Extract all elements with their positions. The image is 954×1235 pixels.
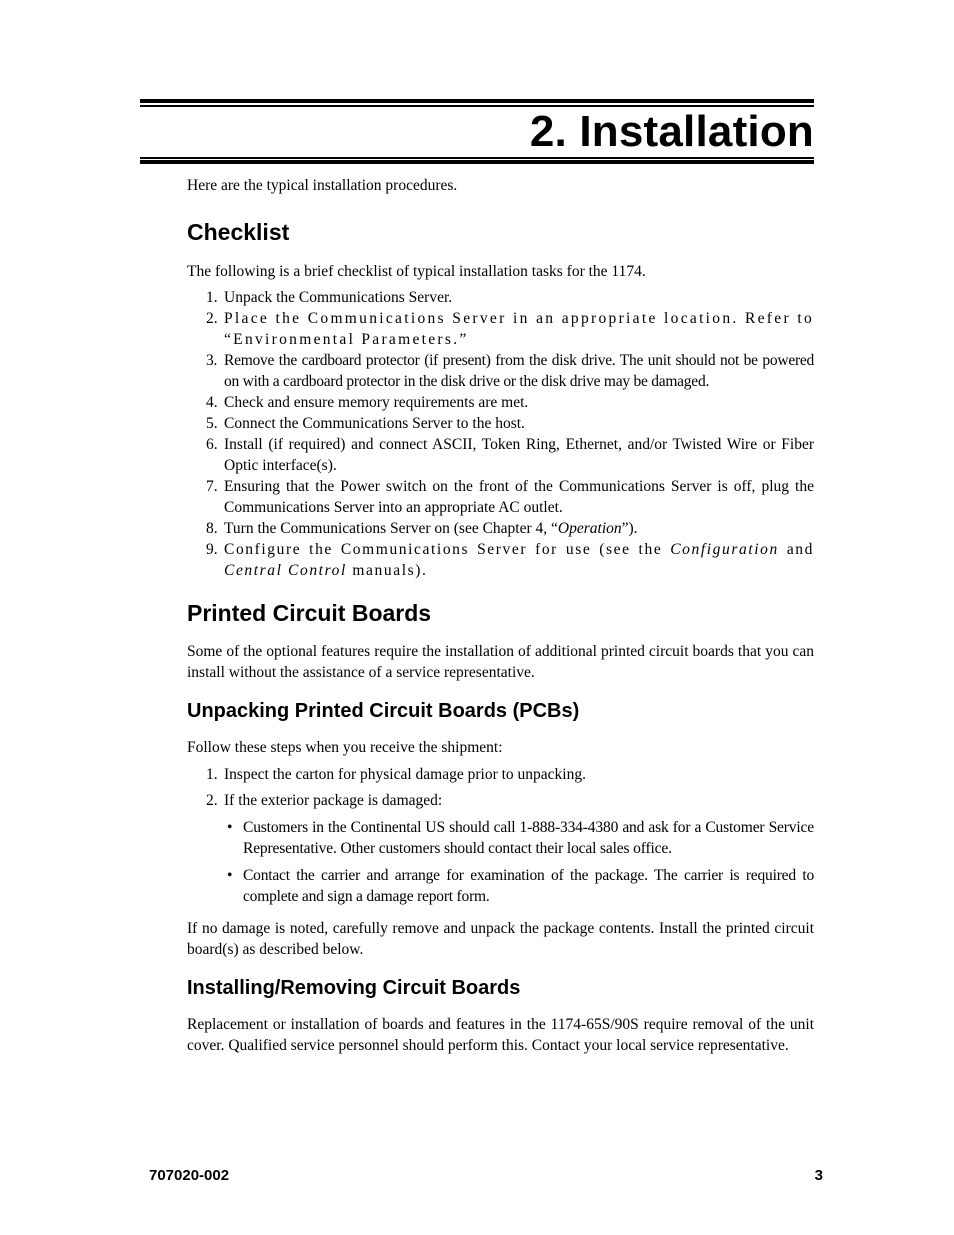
- checklist-heading: Checklist: [187, 219, 290, 245]
- item-text: ”).: [621, 520, 638, 537]
- chapter-title: 2. Installation: [529, 107, 814, 156]
- checklist-item: [187, 476, 814, 518]
- bullet-text: Customers in the Continental US should call 1-888-334-4380 and ask for a Customer Service Representative. Other customers should contact their local sales office.: [243, 819, 814, 857]
- intro-paragraph: Here are the typical installation procedures.: [187, 177, 458, 194]
- installing-heading: Installing/Removing Circuit Boards: [187, 977, 521, 999]
- step-text: Inspect the carton for physical damage prior to unpacking.: [224, 766, 586, 783]
- checklist-item: [187, 350, 814, 392]
- unpacking-closing: If no damage is noted, carefully remove and unpack the package contents. Install the printed circuit board(s) as described below.: [187, 920, 814, 958]
- unpacking-heading: Unpacking Printed Circuit Boards (PCBs): [187, 700, 580, 722]
- unpacking-step: [187, 764, 814, 785]
- bullet-item: [187, 817, 814, 859]
- header-rule-top-thick: [140, 99, 814, 103]
- checklist-item: [187, 287, 814, 308]
- item-number: 6.: [206, 436, 218, 453]
- installing-paragraph: Replacement or installation of boards and features in the 1174-65S/90S require removal of the unit cover. Qualified service personnel should perform this. Contact your local service representative.: [187, 1016, 814, 1054]
- item-number: 9.: [206, 541, 218, 558]
- item-number: 4.: [206, 394, 218, 411]
- checklist-item: [187, 434, 814, 476]
- checklist-item: [187, 518, 814, 539]
- item-text: Configure the Communications Server for use (see the: [224, 541, 671, 558]
- item-number: 7.: [206, 478, 218, 495]
- item-text: manuals).: [346, 562, 428, 579]
- unpacking-lead: Follow these steps when you receive the shipment:: [187, 739, 503, 756]
- checklist-item: [187, 413, 814, 434]
- bullet-text: Contact the carrier and arrange for examination of the package. The carrier is required to complete and sign a damage report form.: [243, 867, 814, 905]
- item-number: 3.: [206, 352, 218, 369]
- chapter-reference: Operation: [557, 520, 622, 537]
- item-number: 8.: [206, 520, 218, 537]
- header-rule-bottom-thin: [140, 157, 814, 159]
- manual-reference: Configuration: [670, 541, 779, 558]
- bullet-item: [187, 865, 814, 907]
- step-number: 1.: [206, 766, 218, 783]
- unpacking-steps: [187, 764, 814, 811]
- item-text: Install (if required) and connect ASCII, Token Ring, Ethernet, and/or Twisted Wire or Fiber Optic interface(s).: [224, 436, 814, 474]
- unpacking-step: [187, 790, 814, 811]
- header-rule-bottom-thick: [140, 160, 814, 164]
- item-text: Remove the cardboard protector (if present) from the disk drive. The unit should not be powered on with a cardboard protector in the disk drive or the disk drive may be damaged.: [224, 352, 814, 390]
- item-number: 5.: [206, 415, 218, 432]
- checklist-list: [187, 287, 814, 581]
- manual-reference: Central Control: [224, 562, 347, 579]
- item-text: Place the Communications Server in an appropriate location. Refer to “Environmental Parameters.”: [224, 310, 814, 348]
- item-number: 1.: [206, 289, 218, 306]
- item-text: Connect the Communications Server to the host.: [224, 415, 525, 432]
- checklist-item: [187, 308, 814, 350]
- checklist-lead: The following is a brief checklist of typical installation tasks for the 1174.: [187, 263, 646, 280]
- damage-bullets: [187, 817, 814, 907]
- bullet-icon: •: [227, 819, 233, 836]
- item-text: Check and ensure memory requirements are met.: [224, 394, 529, 411]
- step-text: If the exterior package is damaged:: [224, 792, 443, 809]
- pcb-heading: Printed Circuit Boards: [187, 600, 432, 626]
- checklist-item: [187, 392, 814, 413]
- step-number: 2.: [206, 792, 218, 809]
- item-number: 2.: [206, 310, 218, 327]
- footer-page-number: 3: [814, 1167, 823, 1184]
- item-text: and: [778, 541, 815, 558]
- item-text: Unpack the Communications Server.: [224, 289, 453, 306]
- checklist-item: [187, 539, 814, 581]
- item-text: Ensuring that the Power switch on the front of the Communications Server is off, plug the Communications Server into an appropriate AC outlet.: [224, 478, 814, 516]
- pcb-paragraph: Some of the optional features require the installation of additional printed circuit boards that you can install without the assistance of a service representative.: [187, 643, 814, 681]
- footer-doc-number: 707020-002: [149, 1167, 230, 1184]
- item-text: Turn the Communications Server on (see Chapter 4, “: [224, 520, 558, 537]
- bullet-icon: •: [227, 867, 233, 884]
